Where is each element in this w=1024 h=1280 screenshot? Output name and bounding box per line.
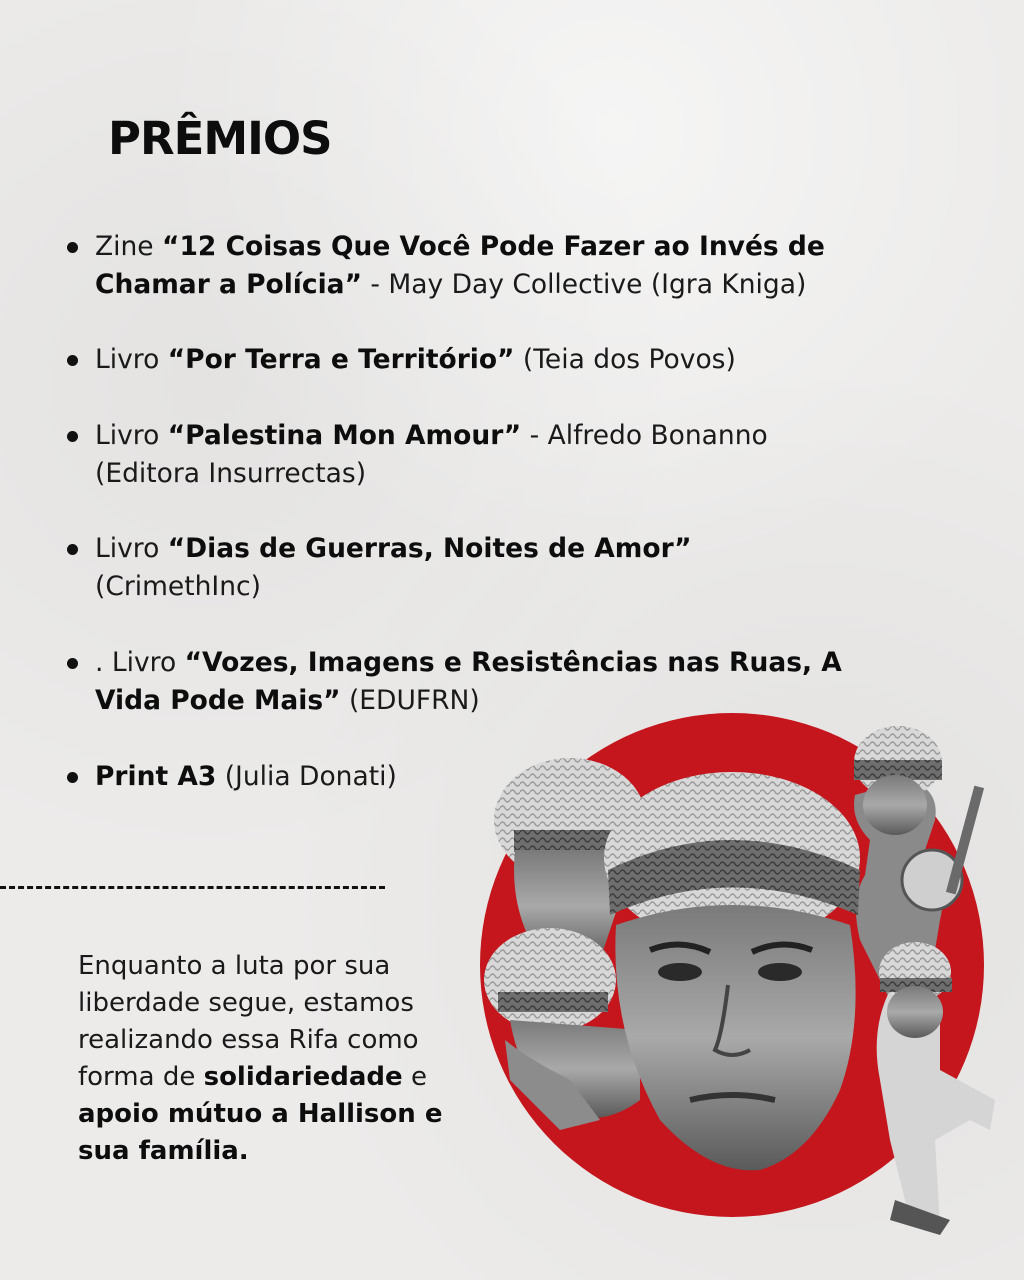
prize-item bbox=[62, 530, 775, 606]
prize-suffix: (Julia Donati) bbox=[216, 761, 397, 792]
prize-prefix: . Livro bbox=[95, 647, 185, 678]
prize-suffix: - Alfredo Bonanno (Editora Insurrectas) bbox=[95, 420, 768, 489]
bullet-icon bbox=[67, 772, 78, 783]
bullet-icon bbox=[67, 658, 78, 669]
bullet-icon bbox=[67, 355, 78, 366]
prize-prefix: Livro bbox=[95, 533, 168, 564]
prize-prefix: Livro bbox=[95, 420, 168, 451]
bullet-icon bbox=[67, 544, 78, 555]
prize-item bbox=[62, 228, 882, 304]
prize-item bbox=[62, 417, 855, 493]
closing-bold-solidarity: solidariedade bbox=[203, 1062, 403, 1092]
page-title: PRÊMIOS bbox=[108, 112, 332, 165]
prize-suffix: - May Day Collective (Igra Kniga) bbox=[361, 269, 807, 300]
prize-title: “Vozes, Imagens e Resistências nas Ruas, A Vida Pode Mais” bbox=[95, 647, 842, 716]
closing-text: Enquanto a luta por sua liberdade segue, estamos realizando essa Rifa como forma de bbox=[78, 951, 419, 1092]
prize-title: Print A3 bbox=[95, 761, 217, 792]
bullet-icon bbox=[67, 242, 78, 253]
prize-suffix: (EDUFRN) bbox=[340, 685, 480, 716]
prize-title: “Dias de Guerras, Noites de Amor” bbox=[167, 533, 692, 564]
closing-bold-support: apoio mútuo a Hallison e sua família. bbox=[78, 1099, 443, 1166]
prize-suffix: (Teia dos Povos) bbox=[514, 344, 736, 375]
closing-text-connector: e bbox=[402, 1062, 427, 1092]
prize-prefix: Zine bbox=[95, 231, 163, 262]
photo-collage bbox=[470, 700, 1024, 1260]
prize-title: “12 Coisas Que Você Pode Fazer ao Invés de Chamar a Polícia” bbox=[95, 231, 825, 300]
closing-message bbox=[78, 948, 478, 1170]
prize-item bbox=[62, 341, 882, 379]
prize-title: “Por Terra e Território” bbox=[167, 344, 515, 375]
dashed-divider bbox=[0, 886, 385, 889]
bullet-icon bbox=[67, 431, 78, 442]
prize-suffix: (CrimethInc) bbox=[95, 571, 261, 602]
prize-prefix: Livro bbox=[95, 344, 168, 375]
prize-title: “Palestina Mon Amour” bbox=[167, 420, 522, 451]
